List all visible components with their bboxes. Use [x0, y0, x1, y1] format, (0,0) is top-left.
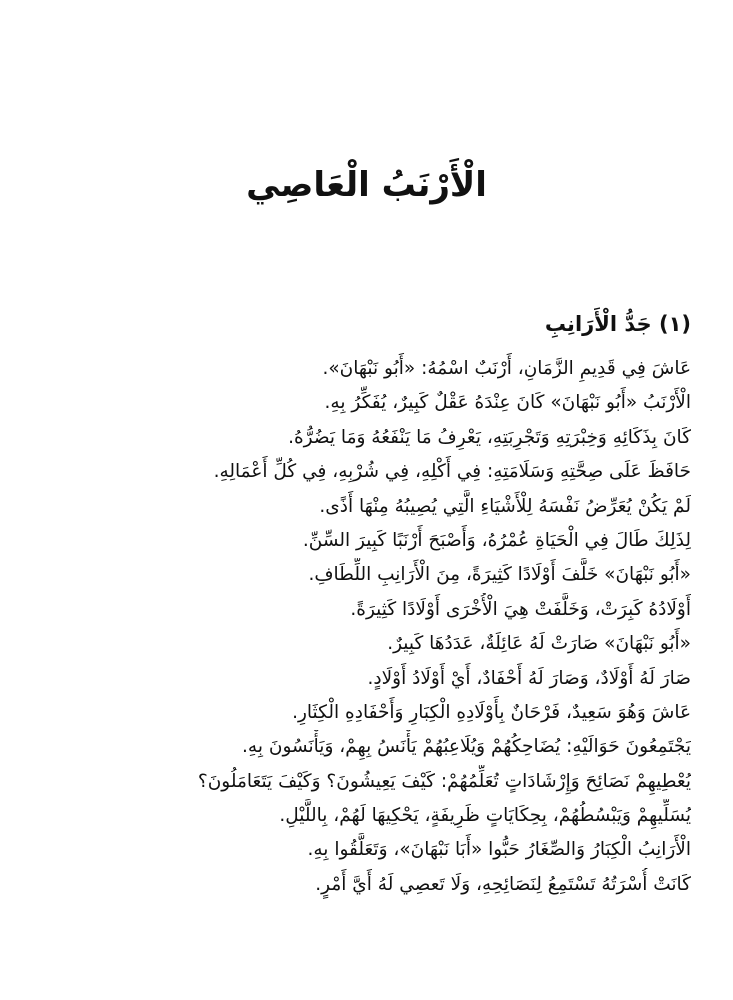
story-line: عَاشَ فِي قَدِيمِ الزَّمَانِ، أَرْنَبٌ اسْمُهُ: «أَبُو نَبْهَانَ».	[322, 358, 691, 379]
story-line: «أَبُو نَبْهَانَ» صَارَتْ لَهُ عَائِلَةٌ، عَدَدُهَا كَبِيرٌ.	[387, 633, 691, 655]
story-line: «أَبُو نَبْهَانَ» خَلَّفَ أَوْلَادًا كَثِيرَةً، مِنَ الْأَرَانِبِ اللِّطَافِ.	[308, 564, 691, 586]
story-line: الْأَرْنَبُ «أَبُو نَبْهَانَ» كَانَ عِنْدَهُ عَقْلٌ كَبِيرٌ، يُفَكِّرُ بِهِ.	[324, 392, 691, 414]
story-line: يَجْتَمِعُونَ حَوَالَيْهِ: يُضَاحِكُهُمْ وَيُلَاعِبُهُمْ يَأْنَسُ بِهِمْ، وَيَأْنَسُونَ بِهِ.	[242, 736, 691, 758]
story-line: عَاشَ وَهُوَ سَعِيدٌ، فَرْحَانٌ بِأَوْلَادِهِ الْكِبَارِ وَأَحْفَادِهِ الْكِثَارِ.	[292, 701, 691, 723]
story-line: يُسَلِّيهِمْ وَيَبْسُطُهُمْ، بِحِكَايَاتٍ ظَرِيفَةٍ، يَحْكِيهَا لَهُمْ، بِاللَّيْلِ.	[279, 805, 691, 827]
chapter-heading: (١) جَدُّ الْأَرَانِبِ	[544, 312, 691, 336]
story-line: صَارَ لَهُ أَوْلَادٌ، وَصَارَ لَهُ أَحْفَادٌ، أَيْ أَوْلَادُ أَوْلَادٍ.	[367, 667, 691, 689]
story-body	[31, 352, 691, 902]
story-line: يُعْطِيهِمْ نَصَائِحَ وَإِرْشَادَاتٍ تُعَلِّمُهُمْ: كَيْفَ يَعِيشُونَ؟ وَكَيْفَ يَتَعَامَلُونَ؟	[197, 770, 691, 792]
story-line: لِذَلِكَ طَالَ فِي الْحَيَاةِ عُمْرُهُ، وَأَصْبَحَ أَرْنَبًا كَبِيرَ السِّنِّ.	[302, 529, 691, 551]
story-line: كَانَتْ أُسْرَتُهُ تَسْتَمِعُ لِنَصَائِحِهِ، وَلَا تَعصِي لَهُ أَيَّ أَمْرٍ.	[315, 873, 691, 895]
story-line: أَوْلَادُهُ كَبِرَتْ، وَخَلَّفَتْ هِيَ الْأُخْرَى أَوْلَادًا كَثِيرَةً.	[350, 598, 691, 620]
story-title: الْأَرْنَبُ الْعَاصِي	[246, 165, 487, 205]
story-line: لَمْ يَكُنْ يُعَرِّضُ نَفْسَهُ لِلْأَشْيَاءِ الَّتِي يُصِيبُهُ مِنْهَا أَذًى.	[319, 495, 691, 517]
story-line: الْأَرَانِبُ الْكِبَارُ وَالصِّغَارُ حَبُّوا «أَبَا نَبْهَانَ»، وَتَعَلَّقُوا بِهِ.	[307, 839, 691, 861]
story-line: كَانَ بِذَكَائِهِ وَخِبْرَتِهِ وَتَجْرِبَتِهِ، يَعْرِفُ مَا يَنْفَعُهُ وَمَا يَضُرُّهُ.	[288, 426, 691, 448]
story-line: حَافَظَ عَلَى صِحَّتِهِ وَسَلَامَتِهِ: فِي أَكْلِهِ، فِي شُرْبِهِ، فِي كُلِّ أَعْمَالِهِ.	[213, 461, 691, 483]
